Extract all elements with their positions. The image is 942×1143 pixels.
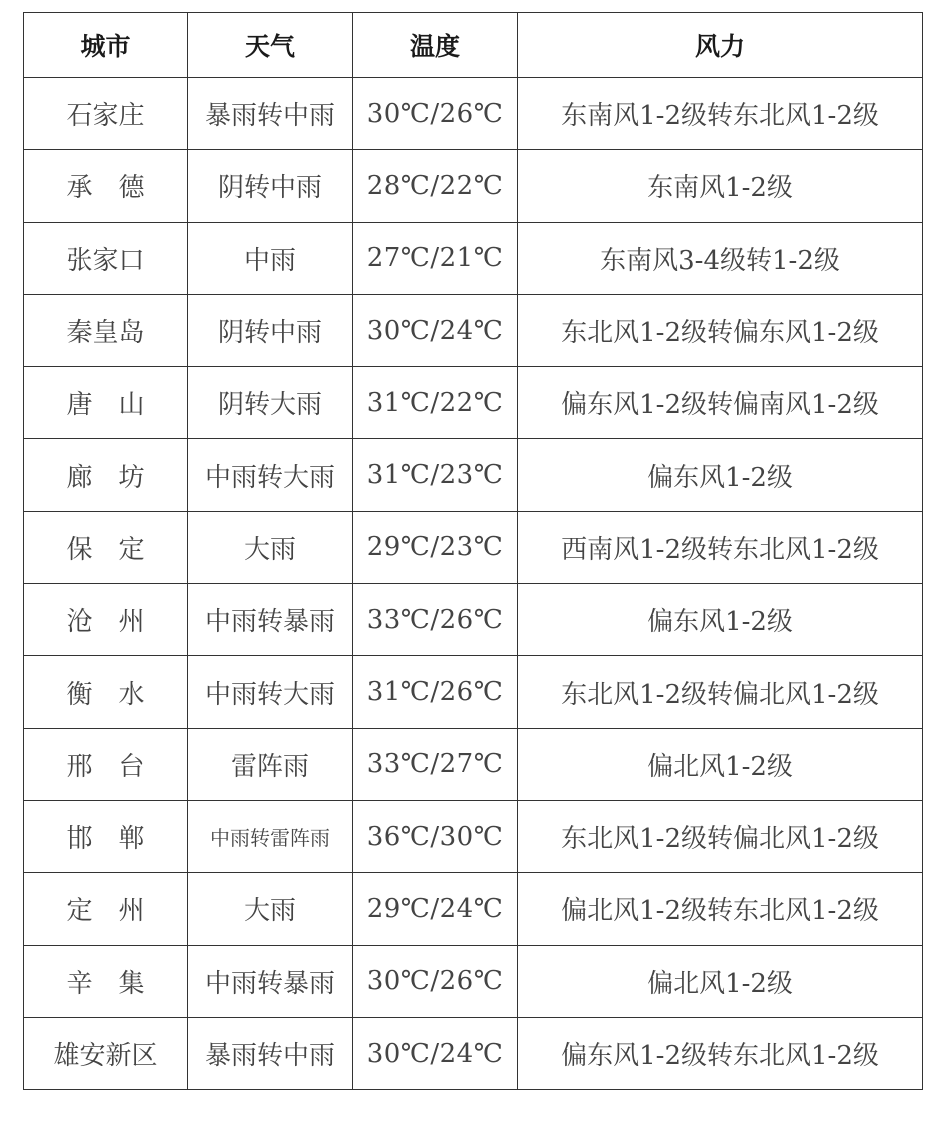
table-row: [24, 945, 923, 1017]
wind-cell: 东北风1-2级转偏东风1-2级: [518, 294, 923, 366]
temperature-cell: 31℃/22℃: [353, 367, 518, 439]
temperature-cell: 30℃/26℃: [353, 78, 518, 150]
temperature-cell: 31℃/26℃: [353, 656, 518, 728]
table-row: [24, 1017, 923, 1089]
temperature-cell: 30℃/26℃: [353, 945, 518, 1017]
table-row: [24, 367, 923, 439]
weather-cell: 阴转中雨: [188, 294, 353, 366]
weather-cell: 中雨: [188, 222, 353, 294]
city-cell: 邯 郸: [24, 800, 188, 872]
weather-cell: 阴转中雨: [188, 150, 353, 222]
table-row: [24, 439, 923, 511]
temperature-cell: 30℃/24℃: [353, 1017, 518, 1089]
temperature-cell: 30℃/24℃: [353, 294, 518, 366]
table-row: [24, 294, 923, 366]
weather-cell: 中雨转雷阵雨: [188, 800, 353, 872]
weather-cell: 雷阵雨: [188, 728, 353, 800]
city-cell: 邢 台: [24, 728, 188, 800]
weather-cell: 暴雨转中雨: [188, 78, 353, 150]
table-row: [24, 222, 923, 294]
wind-cell: 偏东风1-2级: [518, 584, 923, 656]
table-header: [24, 13, 923, 78]
weather-cell: 中雨转暴雨: [188, 584, 353, 656]
city-cell: 唐 山: [24, 367, 188, 439]
city-cell: 廊 坊: [24, 439, 188, 511]
wind-cell: 东北风1-2级转偏北风1-2级: [518, 800, 923, 872]
table-row: [24, 78, 923, 150]
city-cell: 定 州: [24, 873, 188, 945]
wind-cell: 偏北风1-2级: [518, 945, 923, 1017]
wind-cell: 东南风1-2级: [518, 150, 923, 222]
header-temperature: 温度: [353, 13, 518, 78]
wind-cell: 东北风1-2级转偏北风1-2级: [518, 656, 923, 728]
temperature-cell: 36℃/30℃: [353, 800, 518, 872]
city-cell: 张家口: [24, 222, 188, 294]
table-row: [24, 511, 923, 583]
temperature-cell: 33℃/26℃: [353, 584, 518, 656]
header-row: [24, 13, 923, 78]
table-body: [24, 78, 923, 1090]
city-cell: 衡 水: [24, 656, 188, 728]
table-row: [24, 150, 923, 222]
temperature-cell: 33℃/27℃: [353, 728, 518, 800]
table-row: [24, 584, 923, 656]
city-cell: 秦皇岛: [24, 294, 188, 366]
weather-cell: 中雨转暴雨: [188, 945, 353, 1017]
header-weather: 天气: [188, 13, 353, 78]
wind-cell: 偏北风1-2级: [518, 728, 923, 800]
city-cell: 石家庄: [24, 78, 188, 150]
city-cell: 承 德: [24, 150, 188, 222]
city-cell: 沧 州: [24, 584, 188, 656]
weather-forecast-table: [23, 12, 923, 1090]
table-row: [24, 800, 923, 872]
wind-cell: 东南风1-2级转东北风1-2级: [518, 78, 923, 150]
temperature-cell: 28℃/22℃: [353, 150, 518, 222]
city-cell: 雄安新区: [24, 1017, 188, 1089]
wind-cell: 偏北风1-2级转东北风1-2级: [518, 873, 923, 945]
wind-cell: 西南风1-2级转东北风1-2级: [518, 511, 923, 583]
wind-cell: 偏东风1-2级: [518, 439, 923, 511]
header-wind: 风力: [518, 13, 923, 78]
table-row: [24, 656, 923, 728]
table-row: [24, 873, 923, 945]
wind-cell: 偏东风1-2级转偏南风1-2级: [518, 367, 923, 439]
wind-cell: 偏东风1-2级转东北风1-2级: [518, 1017, 923, 1089]
city-cell: 保 定: [24, 511, 188, 583]
weather-cell: 中雨转大雨: [188, 439, 353, 511]
weather-cell: 暴雨转中雨: [188, 1017, 353, 1089]
temperature-cell: 27℃/21℃: [353, 222, 518, 294]
weather-cell: 大雨: [188, 873, 353, 945]
city-cell: 辛 集: [24, 945, 188, 1017]
weather-cell: 中雨转大雨: [188, 656, 353, 728]
temperature-cell: 29℃/23℃: [353, 511, 518, 583]
wind-cell: 东南风3-4级转1-2级: [518, 222, 923, 294]
header-city: 城市: [24, 13, 188, 78]
temperature-cell: 31℃/23℃: [353, 439, 518, 511]
weather-cell: 大雨: [188, 511, 353, 583]
weather-cell: 阴转大雨: [188, 367, 353, 439]
temperature-cell: 29℃/24℃: [353, 873, 518, 945]
table-row: [24, 728, 923, 800]
